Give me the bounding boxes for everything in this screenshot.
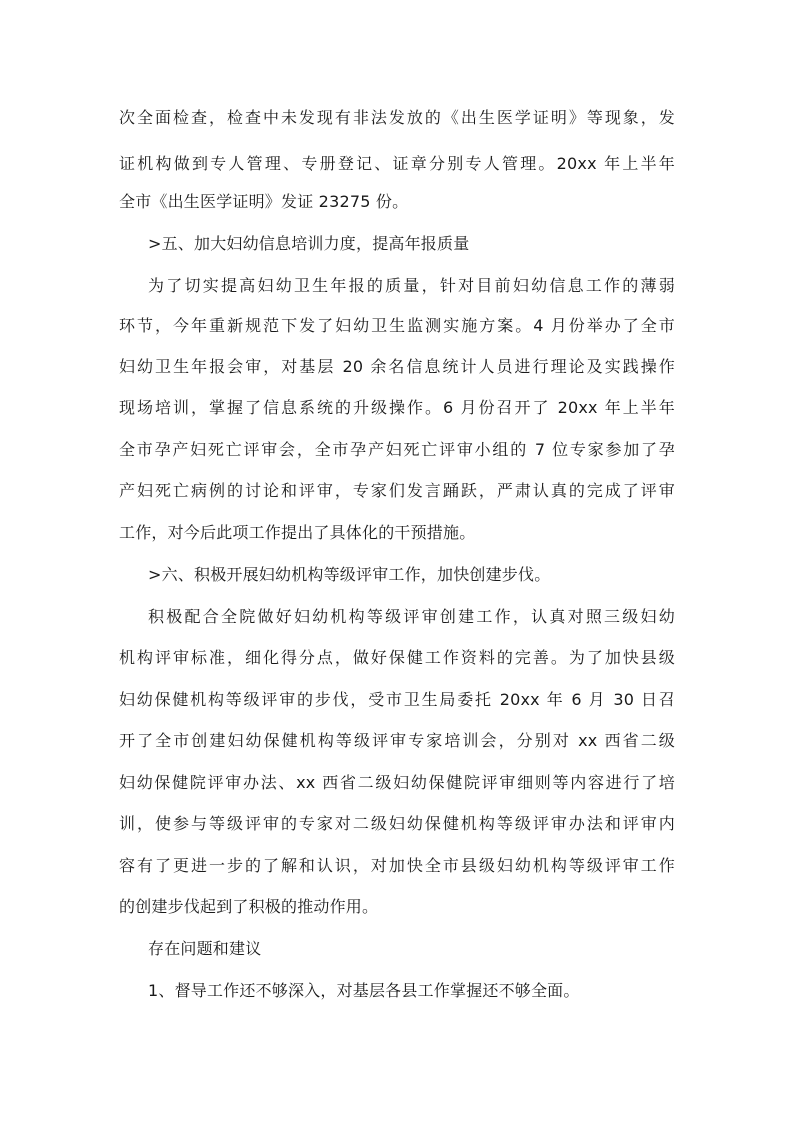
body-text-line: 产妇死亡病例的讨论和评审，专家们发言踊跃，严肃认真的完成了评审 [119, 481, 675, 500]
section-heading: >六、积极开展妇幼机构等级评审工作，加快创建步伐。 [148, 565, 551, 584]
body-text-line: 训，使参与等级评审的专家对二级妇幼保健机构等级评审办法和评审内 [119, 814, 675, 833]
body-text-line: 证机构做到专人管理、专册登记、证章分别专人管理。20xx 年上半年 [119, 154, 675, 173]
body-text-line: 妇幼保健机构等级评审的步伐，受市卫生局委托 20xx 年 6 月 30 日召 [119, 690, 675, 709]
body-text-line: 的创建步伐起到了积极的推动作用。 [119, 897, 379, 916]
body-text-line: 开了全市创建妇幼保健机构等级评审专家培训会，分别对 xx 西省二级 [119, 731, 675, 750]
body-text-line: 容有了更进一步的了解和认识，对加快全市县级妇幼机构等级评审工作 [119, 856, 675, 875]
body-text-line: 机构评审标准，细化得分点，做好保健工作资料的完善。为了加快县级 [119, 648, 675, 667]
body-text-line: 妇幼卫生年报会审，对基层 20 余名信息统计人员进行理论及实践操作 [119, 357, 675, 376]
body-text-line: 次全面检查，检查中未发现有非法发放的《出生医学证明》等现象，发 [119, 108, 675, 127]
body-text-line: 工作，对今后此项工作提出了具体化的干预措施。 [119, 523, 476, 542]
body-text-line: 全市《出生医学证明》发证 23275 份。 [119, 192, 409, 211]
section-heading: >五、加大妇幼信息培训力度，提高年报质量 [148, 234, 470, 253]
paragraph-first-line: 为了切实提高妇幼卫生年报的质量，针对目前妇幼信息工作的薄弱 [148, 276, 675, 295]
body-text-line: 环节，今年重新规范下发了妇幼卫生监测实施方案。4 月份举办了全市 [119, 316, 675, 335]
list-item: 1、督导工作还不够深入，对基层各县工作掌握还不够全面。 [148, 981, 580, 1000]
body-text-line: 现场培训，掌握了信息系统的升级操作。6 月份召开了 20xx 年上半年 [119, 398, 675, 417]
paragraph-first-line: 积极配合全院做好妇幼机构等级评审创建工作，认真对照三级妇幼 [148, 607, 675, 626]
body-text-line: 妇幼保健院评审办法、xx 西省二级妇幼保健院评审细则等内容进行了培 [119, 773, 675, 792]
body-text-line: 全市孕产妇死亡评审会，全市孕产妇死亡评审小组的 7 位专家参加了孕 [119, 440, 675, 459]
section-heading: 存在问题和建议 [148, 939, 262, 958]
